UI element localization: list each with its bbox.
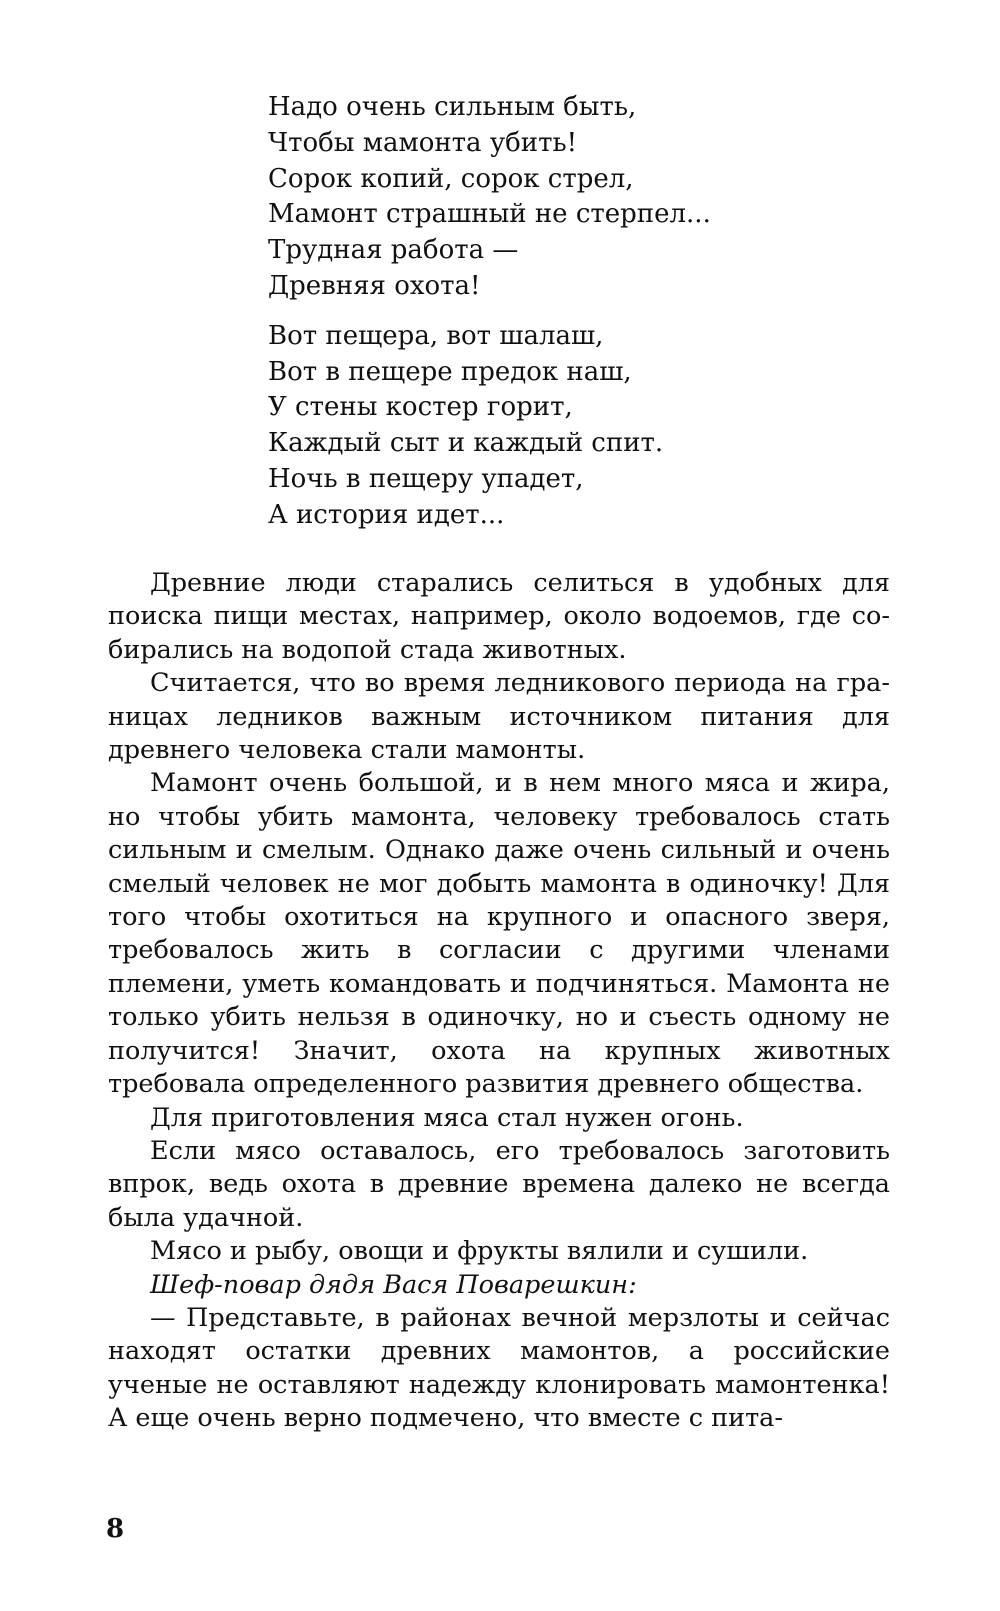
poem [268, 90, 908, 548]
poem-line: Вот в пещере предок наш, [268, 356, 632, 387]
page-number: 8 [106, 1514, 125, 1544]
paragraph: Если мясо оставалось, его требовалось заготовить впрок, ведь охота в древние времена далеко не всегда была удачной. [108, 1135, 890, 1233]
poem-line: Чтобы мамонта убить! [268, 127, 578, 158]
paragraph: Древние люди старались селиться в удобных для поиска пищи местах, например, около водоемов, где собирались на водопой стада животных. [108, 568, 890, 665]
paragraph: — Представьте, в районах вечной мерзлоты и сейчас находят остатки древних мамонтов, а российские ученые не оставляют надежду клонировать мамонтенка! А еще очень верно подмечено, что вместе с пита- [108, 1302, 890, 1434]
poem-line: Мамонт страшный не стерпел... [268, 199, 711, 230]
paragraph: Мамонт очень большой, и в нем много мяса и жира, но чтобы убить мамонта, человеку требовалось стать сильным и смелым. Однако даже очень сильный и очень смелый человек не мог добыть мамонта в одиночку! Для того чтобы охотиться на крупного и опасного зверя, требовалось жить в согласии с другими членами племени, уметь командовать и подчиняться. Мамонта не только убить нельзя в одиночку, но и съесть одному не получится! Значит, охота на крупных животных требовала определенного развития древнего общества. [108, 768, 890, 1100]
poem-line: Сорок копий, сорок стрел, [268, 163, 634, 194]
poem-line: Трудная работа — [268, 235, 519, 266]
poem-line: У стены костер горит, [268, 392, 573, 423]
poem-line: Ночь в пещеру упадет, [268, 463, 584, 494]
poem-line: А история идет... [268, 499, 505, 530]
speaker-attribution: Шеф-повар дядя Вася Поварешкин: [150, 1269, 637, 1300]
poem-line: Надо очень сильным быть, [268, 92, 637, 122]
poem-stanza-2 [268, 319, 908, 534]
paragraph: Для приготовления мяса стал нужен огонь. [150, 1102, 744, 1133]
body-text [108, 567, 890, 1436]
poem-stanza-1 [268, 90, 908, 305]
poem-line: Древняя охота! [268, 270, 481, 301]
poem-line: Каждый сыт и каждый спит. [268, 428, 664, 459]
poem-line: Вот пещера, вот шалаш, [268, 320, 604, 351]
paragraph: Мясо и рыбу, овощи и фрукты вялили и сушили. [150, 1236, 809, 1267]
paragraph: Считается, что во время ледникового периода на границах ледников важным источником питания для древнего человека стали мамонты. [108, 668, 890, 766]
